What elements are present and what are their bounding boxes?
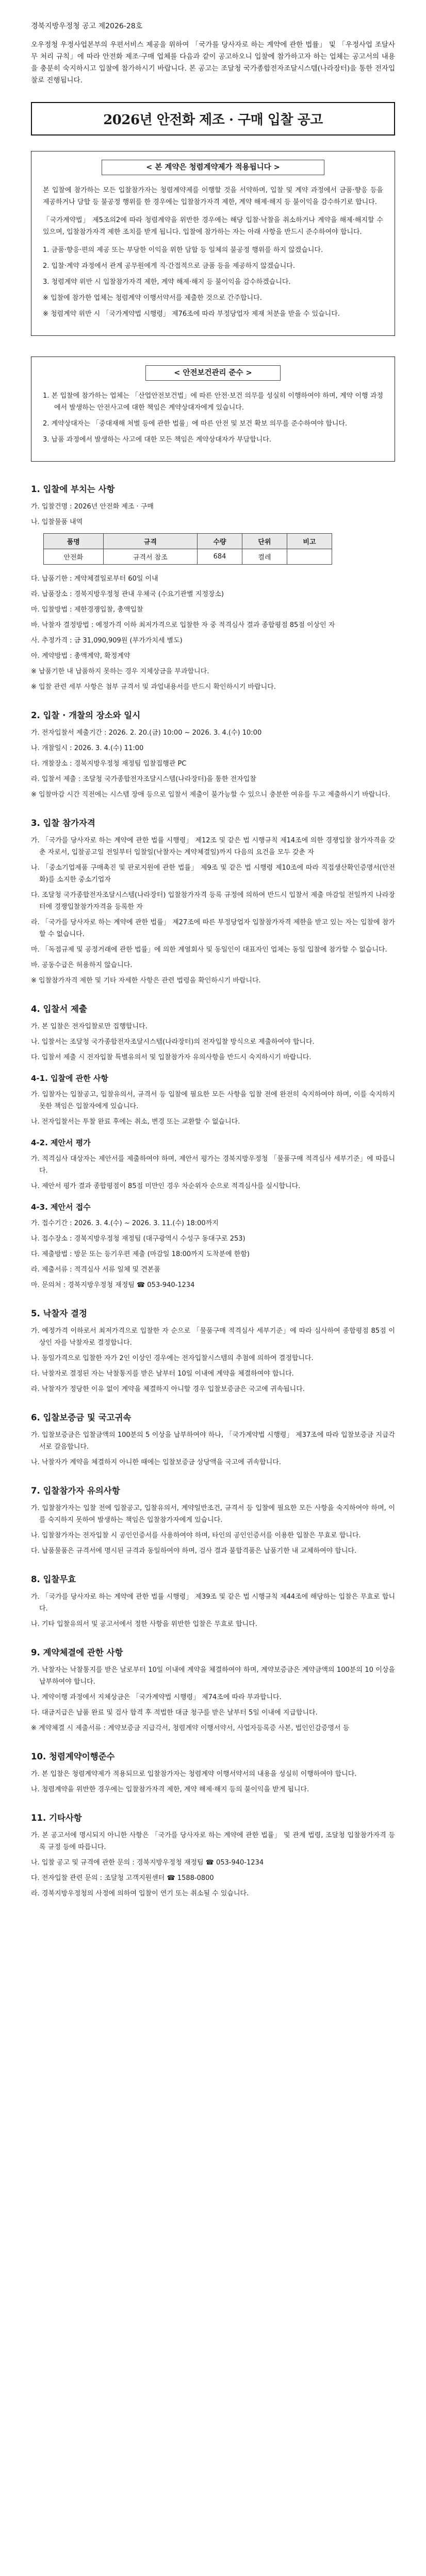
list-item: 3. 청렴계약 위반 시 입찰참가자격 제한, 계약 해제·해지 등 불이익을 감수하겠습니다.: [43, 278, 291, 286]
list-item: 아. 계약방법 : 총액계약, 확정계약: [31, 652, 130, 660]
section-4: [31, 1002, 395, 1291]
list-item: 라. 제출서류 : 적격심사 서류 일체 및 견본품: [31, 1266, 160, 1274]
table-header: 단위: [242, 534, 287, 549]
list-item: 다. 입찰서 제출 시 전자입찰 특별유의서 및 입찰참가자 유의사항을 반드시 숙지하시기 바랍니다.: [31, 1054, 312, 1061]
list-item: 가. 입찰보증금은 입찰금액의 100분의 5 이상을 납부하여야 하나, 「국가계약법 시행령」 제37조에 따라 입찰보증금 지급각서로 갈음합니다.: [31, 1431, 395, 1451]
list-item: 나. 개찰일시 : 2026. 3. 4.(수) 11:00: [31, 744, 144, 752]
list-item: 다. 낙찰자로 결정된 자는 낙찰통지를 받은 날부터 10일 이내에 계약을 체결하여야 합니다.: [31, 1370, 294, 1378]
list-item: 나. 접수장소 : 경북지방우정청 재정팀 (대구광역시 수성구 동대구로 253): [31, 1235, 245, 1243]
section-8: [31, 1572, 395, 1630]
list-note: ※ 계약체결 시 제출서류 : 계약보증금 지급각서, 청렴계약 이행서약서, 사업자등록증 사본, 법인인감증명서 등: [31, 1724, 350, 1732]
safety-box-list: [43, 390, 383, 446]
list-item: 라. 납품장소 : 경북지방우정청 관내 우체국 (수요기관별 지정장소): [31, 590, 224, 598]
list-item: 가. 전자입찰서 제출기간 : 2026. 2. 20.(금) 10:00 ~ 2026. 3. 4.(수) 10:00: [31, 729, 262, 737]
section-6: [31, 1411, 395, 1468]
list-item: 가. 본 입찰은 청렴계약제가 적용되므로 입찰참가자는 청렴계약 이행서약서의 내용을 성실히 이행하여야 합니다.: [31, 1770, 357, 1778]
subsection-heading: 4-3. 제안서 접수: [31, 1202, 91, 1212]
subsection-heading: 4-2. 제안서 평가: [31, 1138, 91, 1147]
list-item: 1. 본 입찰에 참가하는 업체는 「산업안전보건법」에 따른 안전·보건 의무를 성실히 이행하여야 하며, 계약 이행 과정에서 발생하는 안전사고에 대한 책임은 계약상대자에게 있습니다.: [43, 392, 383, 412]
list-item: 바. 낙찰자 결정방법 : 예정가격 이하 최저가격으로 입찰한 자 중 적격심사 결과 종합평점 85점 이상인 자: [31, 621, 335, 629]
table-header-row: [44, 534, 332, 549]
integrity-box-heading: < 본 계약은 청렴계약제가 적용됩니다 >: [102, 160, 324, 175]
list-item: 가. 낙찰자는 낙찰통지를 받은 날로부터 10일 이내에 계약을 체결하여야 하며, 계약보증금은 계약금액의 100분의 10 이상을 납부하여야 합니다.: [31, 1666, 395, 1686]
items-table: [43, 533, 332, 565]
list-note: ※ 입찰마감 시간 직전에는 시스템 장애 등으로 입찰서 제출이 불가능할 수 있으니 충분한 여유를 두고 제출하시기 바랍니다.: [31, 791, 390, 799]
table-cell: 684: [198, 549, 242, 565]
integrity-contract-box: [31, 151, 395, 336]
list-item: 나. 낙찰자가 계약을 체결하지 아니한 때에는 입찰보증금 상당액을 국고에 귀속합니다.: [31, 1459, 281, 1466]
section-heading: 11. 기타사항: [31, 1813, 82, 1823]
section-3: [31, 816, 395, 987]
safety-box-heading: < 안전보건관리 준수 >: [145, 365, 281, 381]
list-item: 다. 전자입찰 관련 문의 : 조달청 고객지원센터 ☎ 1588-0800: [31, 1874, 214, 1882]
list-item: 나. 입찰서는 조달청 국가종합전자조달시스템(나라장터)의 전자입찰 방식으로 제출하여야 합니다.: [31, 1038, 315, 1046]
section-heading: 5. 낙찰자 결정: [31, 1309, 87, 1318]
list-item: 사. 추정가격 : 금 31,090,909원 (부가가치세 별도): [31, 637, 183, 645]
list-item: 2. 계약상대자는 「중대재해 처벌 등에 관한 법률」에 따른 안전 및 보건 확보 의무를 준수하여야 합니다.: [43, 420, 348, 428]
section-2: [31, 708, 395, 801]
list-item: 1. 금품·향응·편의 제공 또는 부당한 이익을 위한 담합 등 일체의 불공정 행위를 하지 않겠습니다.: [43, 246, 323, 254]
list-item: 나. 「중소기업제품 구매촉진 및 판로지원에 관한 법률」 제9조 및 같은 법 시행령 제10조에 따라 직접생산확인증명서(안전화)를 소지한 중소기업자: [31, 864, 395, 884]
list-note: ※ 입찰에 참가한 업체는 청렴계약 이행서약서를 제출한 것으로 간주합니다.: [43, 294, 262, 302]
list-item: 나. 입찰물품 내역: [31, 518, 83, 526]
safety-box: [31, 357, 395, 462]
section-11: [31, 1811, 395, 1900]
table-header: 비고: [287, 534, 332, 549]
section-10: [31, 1750, 395, 1795]
table-header: 수량: [198, 534, 242, 549]
list-item: 다. 납품물품은 규격서에 명시된 규격과 동일하여야 하며, 검사 결과 불합격품은 납품기한 내 교체하여야 합니다.: [31, 1547, 357, 1555]
section-7: [31, 1484, 395, 1557]
list-item: 다. 개찰장소 : 경북지방우정청 재정팀 입찰집행관 PC: [31, 760, 187, 768]
list-item: 다. 대금지급은 납품 완료 및 검사 합격 후 적법한 대금 청구를 받은 날부터 5일 이내에 지급합니다.: [31, 1709, 318, 1717]
list-note: ※ 납품기한 내 납품하지 못하는 경우 지체상금을 부과합니다.: [31, 668, 209, 675]
list-item: 가. 본 입찰은 전자입찰로만 집행합니다.: [31, 1023, 148, 1030]
section-heading: 9. 계약체결에 관한 사항: [31, 1648, 123, 1657]
list-item: 가. 적격심사 대상자는 제안서를 제출하여야 하며, 제안서 평가는 경북지방우정청 「물품구매 적격심사 세부기준」에 따릅니다.: [31, 1155, 395, 1175]
subsection-heading: 4-1. 입찰에 관한 사항: [31, 1074, 108, 1083]
notice-title: 2026년 안전화 제조 · 구매 입찰 공고: [31, 102, 395, 135]
section-heading: 3. 입찰 참가자격: [31, 818, 95, 828]
list-item: 나. 동일가격으로 입찰한 자가 2인 이상인 경우에는 전자입찰시스템의 추첨에 의하여 결정합니다.: [31, 1354, 314, 1362]
list-item: 가. 예정가격 이하로서 최저가격으로 입찰한 자 순으로 「물품구매 적격심사 세부기준」에 따라 심사하여 종합평점 85점 이상인 자를 낙찰자로 결정합니다.: [31, 1327, 395, 1347]
table-cell: [287, 549, 332, 565]
section-heading: 2. 입찰 · 개찰의 장소와 일시: [31, 710, 141, 720]
list-item: 나. 입찰참가자는 전자입찰 시 공인인증서를 사용하여야 하며, 타인의 공인인증서를 이용한 입찰은 무효로 합니다.: [31, 1532, 361, 1539]
section-heading: 10. 청렴계약이행준수: [31, 1752, 115, 1761]
section-1: [31, 482, 395, 693]
list-item: 마. 「독점규제 및 공정거래에 관한 법률」에 의한 계열회사 및 동일인이 대표자인 업체는 동일 입찰에 참가할 수 없습니다.: [31, 946, 387, 954]
table-cell: 안전화: [44, 549, 104, 565]
section-heading: 8. 입찰무효: [31, 1574, 76, 1584]
list-item: 라. 낙찰자가 정당한 이유 없이 계약을 체결하지 아니할 경우 입찰보증금은 국고에 귀속됩니다.: [31, 1385, 305, 1393]
list-item: 2. 입찰·계약 과정에서 관계 공무원에게 직·간접적으로 금품 등을 제공하지 않겠습니다.: [43, 262, 295, 270]
list-item: 가. 「국가를 당사자로 하는 계약에 관한 법률 시행령」 제12조 및 같은 법 시행규칙 제14조에 의한 경쟁입찰 참가자격을 갖춘 자로서, 입찰공고일 전일부터 입찰일(낙찰자는 계약체결일)까지 다음의 요건을 모두 갖춘 자: [31, 837, 395, 856]
section-heading: 1. 입찰에 부치는 사항: [31, 484, 115, 494]
list-item: 나. 기타 입찰유의서 및 공고서에서 정한 사항을 위반한 입찰은 무효로 합니다.: [31, 1620, 257, 1628]
list-item: 가. 입찰건명 : 2026년 안전화 제조 · 구매: [31, 503, 154, 511]
table-row: [44, 549, 332, 565]
list-item: 바. 공동수급은 허용하지 않습니다.: [31, 961, 133, 969]
list-item: 가. 입찰참가자는 입찰 전에 입찰공고, 입찰유의서, 계약일반조건, 규격서 등 입찰에 필요한 모든 사항을 숙지하여야 하며, 이를 숙지하지 못하여 발생하는 책임은 입찰참가자에게 있습니다.: [31, 1504, 395, 1524]
list-note: ※ 입찰참가자격 제한 및 기타 자세한 사항은 관련 법령을 확인하시기 바랍니다.: [31, 977, 261, 985]
list-item: 다. 납품기한 : 계약체결일로부터 60일 이내: [31, 575, 158, 583]
integrity-box-list: [43, 244, 383, 320]
table-header: 품명: [44, 534, 104, 549]
section-heading: 4. 입찰서 제출: [31, 1004, 87, 1014]
table-header: 규격: [103, 534, 197, 549]
list-item: 마. 문의처 : 경북지방우정청 재정팀 ☎ 053-940-1234: [31, 1281, 195, 1289]
list-note: ※ 청렴계약 위반 시 「국가계약법 시행령」 제76조에 따라 부정당업자 제재 처분을 받을 수 있습니다.: [43, 310, 340, 318]
list-item: 라. 입찰서 제출 : 조달청 국가종합전자조달시스템(나라장터)을 통한 전자입찰: [31, 775, 256, 783]
notice-intro: 오우정청 우정사업본부의 우편서비스 제공을 위하여 「국가를 당사자로 하는 계약에 관한 법률」 및 「우정사업 조달사무 처리 규칙」에 따라 안전화 제조·구매 업체를 다음과 같이 공고하오니 입찰에 참가하고자 하는 업체는 공고서의 내용을 충분히 숙지하시고 입찰에 참가하시기 바랍니다. 본 공고는 조달청 국가종합전자조달시스템(나라장터)을 통한 전자입찰로 진행됩니다.: [31, 41, 395, 84]
list-item: 가. 본 공고서에 명시되지 아니한 사항은 「국가를 당사자로 하는 계약에 관한 법률」 및 관계 법령, 조달청 입찰참가자격 등록 규정 등에 따릅니다.: [31, 1832, 395, 1851]
list-item: 라. 「국가를 당사자로 하는 계약에 관한 법률」 제27조에 따른 부정당업자 입찰참가자격 제한을 받고 있는 자는 입찰에 참가할 수 없습니다.: [31, 919, 395, 938]
table-cell: 켤레: [242, 549, 287, 565]
table-cell: 규격서 참조: [103, 549, 197, 565]
section-heading: 6. 입찰보증금 및 국고귀속: [31, 1413, 132, 1422]
list-item: 가. 접수기간 : 2026. 3. 4.(수) ~ 2026. 3. 11.(수) 18:00까지: [31, 1219, 219, 1227]
section-9: [31, 1646, 395, 1734]
section-5: [31, 1307, 395, 1395]
notice-number: 경북지방우정청 공고 제2026-28호: [31, 22, 143, 30]
list-item: 나. 입찰 공고 및 규격에 관한 문의 : 경북지방우정청 재정팀 ☎ 053-940-1234: [31, 1859, 264, 1867]
section-heading: 7. 입찰참가자 유의사항: [31, 1486, 120, 1496]
list-item: 나. 계약이행 과정에서 지체상금은 「국가계약법 시행령」 제74조에 따라 부과합니다.: [31, 1693, 282, 1701]
list-note: ※ 입찰 관련 세부 사항은 첨부 규격서 및 과업내용서를 반드시 확인하시기 바랍니다.: [31, 683, 276, 691]
integrity-box-intro-2: 「국가계약법」 제5조의2에 따라 청렴계약을 위반한 경우에는 해당 입찰·낙찰을 취소하거나 계약을 해제·해지할 수 있으며, 입찰참가자격 제한 조치를 받게 됩니다. 입찰에 참가하는 자는 아래 사항을 반드시 준수하여야 합니다.: [43, 216, 383, 236]
list-item: 다. 조달청 국가종합전자조달시스템(나라장터) 입찰참가자격 등록 규정에 의하여 반드시 입찰서 제출 마감일 전일까지 나라장터에 경쟁입찰참가자격을 등록한 자: [31, 891, 395, 911]
list-item: 마. 입찰방법 : 제한경쟁입찰, 총액입찰: [31, 606, 143, 614]
list-item: 라. 경북지방우정청의 사정에 의하여 입찰이 연기 또는 취소될 수 있습니다.: [31, 1890, 249, 1897]
list-item: 3. 납품 과정에서 발생하는 사고에 대한 모든 책임은 계약상대자가 부담합니다.: [43, 436, 272, 444]
integrity-box-intro: 본 입찰에 참가하는 모든 입찰참가자는 청렴계약제를 이행할 것을 서약하며, 입찰 및 계약 과정에서 금품·향응 등을 제공하거나 담합 등 불공정 행위를 한 경우에는 입찰참가자격 제한, 계약 해제·해지 등 불이익을 감수하기로 합니다.: [43, 187, 383, 206]
list-item: 가. 입찰자는 입찰공고, 입찰유의서, 규격서 등 입찰에 필요한 모든 사항을 입찰 전에 완전히 숙지하여야 하며, 이를 숙지하지 못한 책임은 입찰자에게 있습니다.: [31, 1091, 395, 1110]
notice-document: [31, 21, 395, 1915]
list-item: 가. 「국가를 당사자로 하는 계약에 관한 법률 시행령」 제39조 및 같은 법 시행규칙 제44조에 해당하는 입찰은 무효로 합니다.: [31, 1593, 395, 1613]
list-item: 나. 전자입찰서는 투찰 완료 후에는 취소, 변경 또는 교환할 수 없습니다.: [31, 1118, 240, 1126]
list-item: 나. 제안서 평가 결과 종합평점이 85점 미만인 경우 차순위자 순으로 적격심사를 실시합니다.: [31, 1182, 301, 1190]
list-item: 나. 청렴계약을 위반한 경우에는 입찰참가자격 제한, 계약 해제·해지 등의 불이익을 받게 됩니다.: [31, 1786, 309, 1793]
list-item: 다. 제출방법 : 방문 또는 등기우편 제출 (마감일 18:00까지 도착분에 한함): [31, 1250, 250, 1258]
